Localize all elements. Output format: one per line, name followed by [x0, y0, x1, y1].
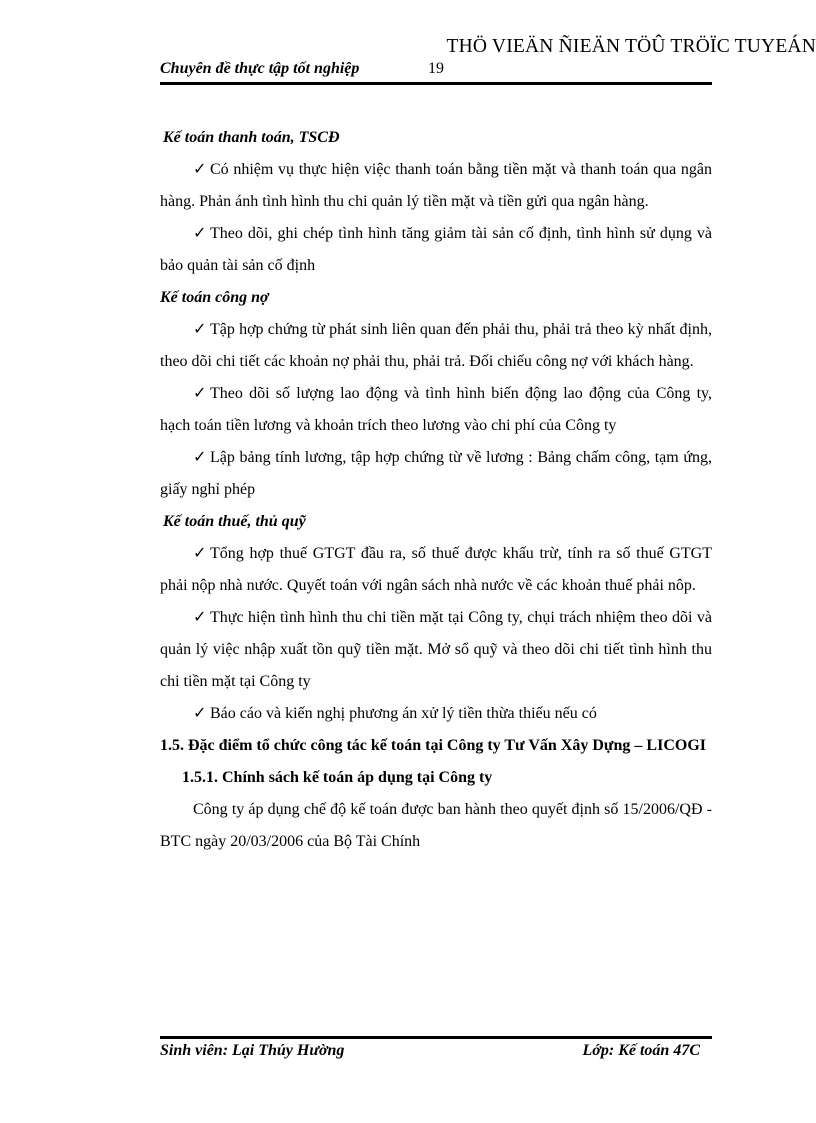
page-number: 19: [428, 60, 444, 77]
bullet-item: [160, 602, 712, 698]
bullet-text: Thực hiện tình hình thu chi tiền mặt tại Công ty, chụi trách nhiệm theo dõi và quản lý việc nhập xuất tồn quỹ tiền mặt. Mở sổ quỹ và theo dõi chi tiết tình hình thu chi tiền mặt tại Công ty: [160, 609, 712, 690]
heading-tax-cashier: Kế toán thuế, thủ quỹ: [163, 513, 306, 530]
bullet-item: [160, 154, 712, 218]
bullet-text: Báo cáo và kiến nghị phương án xử lý tiền thừa thiếu nếu có: [210, 705, 597, 722]
checkmark-icon: ✓: [193, 609, 207, 626]
class-name: Lớp: Kế toán 47C: [582, 1042, 700, 1059]
bullet-text: Có nhiệm vụ thực hiện việc thanh toán bằng tiền mặt và thanh toán qua ngân hàng. Phản ánh tình hình thu chi quản lý tiền mặt và tiền gửi qua ngân hàng.: [160, 161, 712, 210]
footer-divider: [160, 1036, 712, 1039]
bullet-item: [160, 218, 712, 282]
checkmark-icon: ✓: [193, 545, 207, 562]
bullet-item: [160, 698, 712, 730]
checkmark-icon: ✓: [193, 225, 207, 242]
bullet-item: [160, 378, 712, 442]
bullet-text: Tập hợp chứng từ phát sinh liên quan đến phải thu, phải trả theo kỳ nhất định, theo dõi chi tiết các khoản nợ phải thu, phải trả. Đối chiếu công nợ với khách hàng.: [160, 321, 712, 370]
student-name: Sinh viên: Lại Thúy Hường: [160, 1042, 345, 1059]
checkmark-icon: ✓: [193, 161, 207, 178]
header-divider: [160, 82, 712, 85]
page-footer: [160, 1042, 712, 1064]
bullet-text: Theo dõi số lượng lao động và tình hình biến động lao động của Công ty, hạch toán tiền lương và khoản trích theo lương vào chi phí của Công ty: [160, 385, 712, 434]
document-title: Chuyên đề thực tập tốt nghiệp: [160, 60, 360, 77]
heading-debt-accounting: Kế toán công nợ: [160, 289, 269, 306]
section-heading-1-5: 1.5. Đặc điểm tổ chức công tác kế toán tại Công ty Tư Vấn Xây Dựng – LICOGI: [160, 737, 706, 754]
checkmark-icon: ✓: [193, 449, 207, 466]
heading-payment-accounting: Kế toán thanh toán, TSCĐ: [163, 129, 340, 146]
bullet-text: Theo dõi, ghi chép tình hình tăng giảm tài sản cố định, tình hình sử dụng và bảo quản tài sản cố định: [160, 225, 712, 274]
checkmark-icon: ✓: [193, 385, 207, 402]
bullet-item: [160, 442, 712, 506]
subsection-heading-1-5-1: 1.5.1. Chính sách kế toán áp dụng tại Công ty: [182, 769, 493, 786]
bullet-text: Tổng hợp thuế GTGT đầu ra, số thuế được khấu trừ, tính ra số thuế GTGT phải nộp nhà nước. Quyết toán với ngân sách nhà nước về các khoản thuế phải nôp.: [160, 545, 712, 594]
checkmark-icon: ✓: [193, 321, 207, 338]
document-body: [160, 122, 712, 858]
bullet-item: [160, 538, 712, 602]
bullet-text: Lập bảng tính lương, tập hợp chứng từ về lương : Bảng chấm công, tạm ứng, giấy nghỉ phép: [160, 449, 712, 498]
body-paragraph: Công ty áp dụng chế độ kế toán được ban hành theo quyết định số 15/2006/QĐ -BTC ngày 20/03/2006 của Bộ Tài Chính: [160, 801, 712, 850]
bullet-item: [160, 314, 712, 378]
library-watermark: THÖ VIEÄN ÑIEÄN TÖÛ TRÖÏC TUYEÁN: [446, 36, 816, 57]
page-header: [160, 60, 712, 82]
checkmark-icon: ✓: [193, 705, 207, 722]
